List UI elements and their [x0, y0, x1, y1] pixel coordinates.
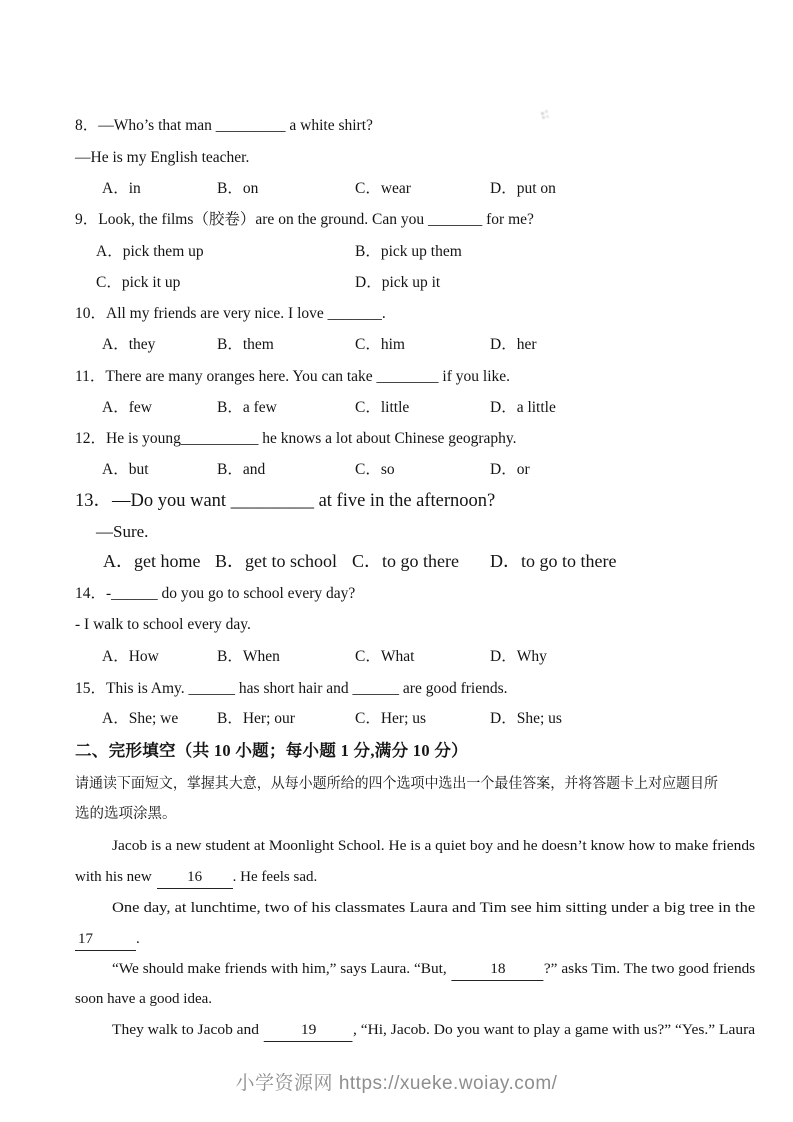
cloze-blank-18: 18 [452, 959, 544, 981]
q13-option-d: D．to go to there [490, 551, 617, 571]
q10-option-a: A．they [102, 336, 156, 353]
q9-option-b: B．pick up them [355, 243, 462, 260]
text: They walk to Jacob and [112, 1022, 260, 1038]
q13-option-c: C．to go there [352, 551, 459, 571]
watermark-footer: 小学资源网 https://xueke.woiay.com/ [235, 1073, 558, 1094]
q11-option-d: D．a little [490, 399, 556, 416]
q9-option-c: C．pick it up [96, 274, 181, 291]
question-8-reply: —He is my English teacher. [75, 149, 250, 166]
q12-option-c: C．so [355, 461, 395, 478]
question-10-stem: 10．All my friends are very nice. I love _______. [75, 305, 386, 322]
q15-option-b: B．Her; our [217, 710, 295, 727]
cloze-blank-16: 16 [157, 867, 233, 889]
q12-option-a: A．but [102, 461, 149, 478]
q14-option-a: A．How [102, 648, 159, 665]
passage-p2-line1 [75, 898, 755, 919]
passage-p3-line2: soon have a good idea. [75, 991, 213, 1007]
section-2-instructions-line1 [75, 774, 718, 795]
q14-option-d: D．Why [490, 648, 547, 665]
question-13-reply: —Sure. [96, 522, 149, 541]
q13-option-a: A．get home [103, 551, 201, 571]
text: . [136, 931, 140, 947]
text: Jacob is a new student at Moonlight School. He is a quiet boy and he doesn’t know how to make friends [112, 838, 756, 854]
q12-option-d: D．or [490, 461, 530, 478]
question-15-stem: 15．This is Amy. ______ has short hair and ______ are good friends. [75, 680, 508, 697]
question-8-stem: 8．—Who’s that man _________ a white shirt? [75, 117, 373, 134]
text: . He feels sad. [232, 869, 318, 885]
q15-option-d: D．She; us [490, 710, 562, 727]
q14-option-c: C．What [355, 648, 415, 665]
q8-option-c: C．wear [355, 180, 411, 197]
q12-option-b: B．and [217, 461, 266, 478]
question-14-reply: - I walk to school every day. [75, 616, 251, 633]
q8-option-b: B．on [217, 180, 259, 197]
q8-option-d: D．put on [490, 180, 556, 197]
passage-p1-line1 [75, 836, 755, 857]
section-2-heading: 二、完形填空（共 10 小题；每小题 1 分,满分 10 分） [75, 741, 468, 760]
q8-option-a: A．in [102, 180, 141, 197]
text: with his new [75, 869, 152, 885]
q13-option-b: B．get to school [215, 551, 337, 571]
q9-option-d: D．pick up it [355, 274, 441, 291]
text: ?” asks Tim. The two good friends [543, 961, 756, 977]
text: “We should make friends with him,” says Laura. “But, [112, 961, 447, 977]
section-2-instructions-line2: 选的选项涂黑。 [75, 806, 177, 822]
question-14-stem: 14．-______ do you go to school every day? [75, 585, 356, 602]
cloze-blank-17: 17 [75, 929, 136, 951]
question-9-stem: 9．Look, the films（胶卷）are on the ground. Can you _______ for me? [75, 211, 534, 228]
q15-option-a: A．She; we [102, 710, 179, 727]
text: 请通读下面短文，掌握其大意，从每小题所给的四个选项中选出一个最佳答案，并将答题卡上对应题目所 [75, 776, 718, 792]
text: , “Hi, Jacob. Do you want to play a game with us?” “Yes.” Laura [352, 1022, 756, 1038]
passage-p2-line2 [75, 929, 718, 951]
passage-p4-line1 [75, 1020, 755, 1042]
q10-option-b: B．them [217, 336, 274, 353]
q9-option-a: A．pick them up [96, 243, 204, 260]
q11-option-b: B．a few [217, 399, 277, 416]
question-13-stem: 13．—Do you want _________ at five in the afternoon? [75, 491, 496, 511]
q14-option-b: B．When [217, 648, 280, 665]
q10-option-c: C．him [355, 336, 405, 353]
q15-option-c: C．Her; us [355, 710, 427, 727]
text [112, 1020, 755, 1042]
q11-option-c: C．little [355, 399, 410, 416]
cloze-blank-19: 19 [264, 1020, 353, 1042]
text: One day, at lunchtime, two of his classmates Laura and Tim see him sitting under a big tree in the [112, 900, 756, 916]
passage-p1-line2 [75, 867, 718, 889]
passage-p3-line1 [75, 959, 755, 981]
text [112, 959, 755, 981]
question-12-stem: 12．He is young__________ he knows a lot about Chinese geography. [75, 430, 517, 447]
question-11-stem: 11．There are many oranges here. You can take ________ if you like. [75, 368, 511, 385]
q10-option-d: D．her [490, 336, 537, 353]
q11-option-a: A．few [102, 399, 152, 416]
